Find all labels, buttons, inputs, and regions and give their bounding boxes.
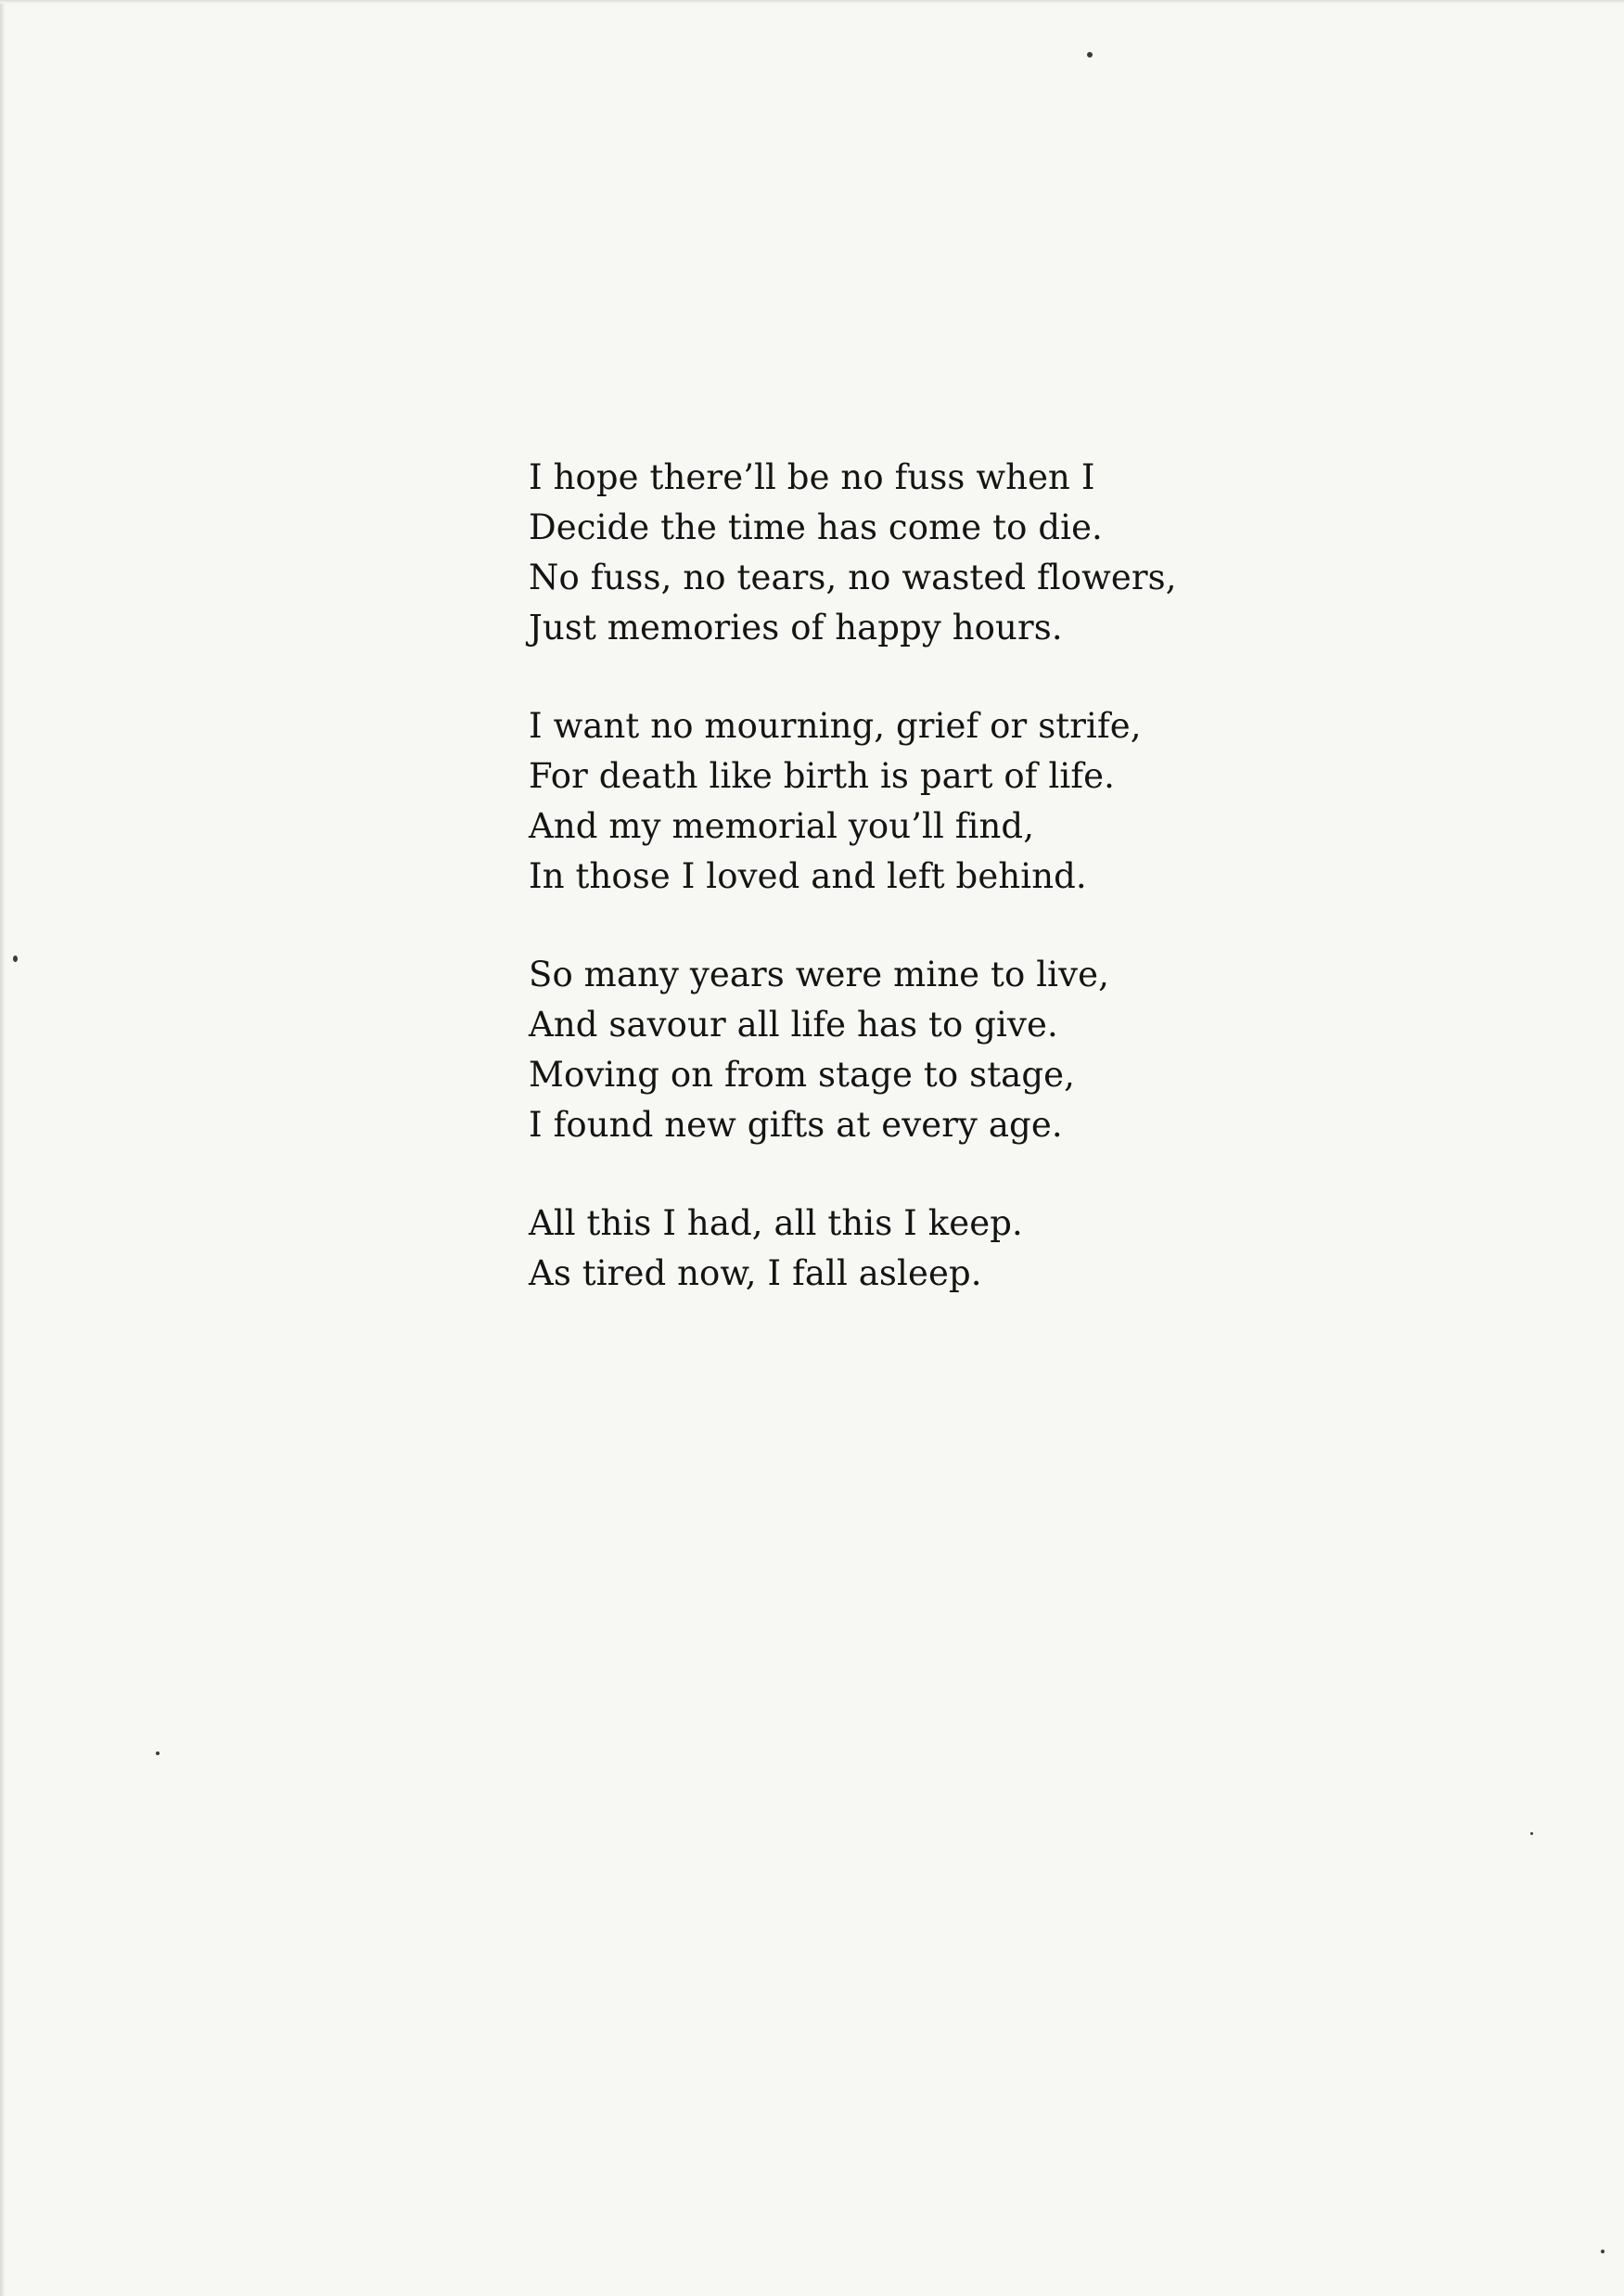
- stanza-4: [529, 1199, 1456, 1299]
- poem-line: I hope there’ll be no fuss when I: [529, 457, 1095, 497]
- poem-line: For death like birth is part of life.: [529, 756, 1115, 796]
- poem-line: So many years were mine to live,: [529, 955, 1109, 994]
- poem-line: No fuss, no tears, no wasted flowers,: [529, 558, 1177, 597]
- poem-line: I found new gifts at every age.: [529, 1105, 1063, 1145]
- ink-speck: [1601, 2250, 1605, 2253]
- page-top-edge-shadow: [0, 0, 1624, 4]
- poem-line: I want no mourning, grief or strife,: [529, 706, 1142, 746]
- poem-line: As tired now, I fall asleep.: [529, 1253, 982, 1293]
- stanza-2: [529, 701, 1456, 902]
- poem-line: All this I had, all this I keep.: [529, 1203, 1023, 1243]
- poem: [529, 453, 1456, 1347]
- ink-speck: [1087, 52, 1093, 58]
- poem-line: Decide the time has come to die.: [529, 507, 1103, 547]
- ink-speck: [156, 1751, 160, 1755]
- poem-line: In those I loved and left behind.: [529, 856, 1087, 896]
- ink-speck: [13, 956, 18, 962]
- page-left-edge-shadow: [0, 0, 6, 2296]
- stanza-3: [529, 950, 1456, 1150]
- stanza-1: [529, 453, 1456, 653]
- ink-speck: [1530, 1832, 1533, 1835]
- poem-line: Just memories of happy hours.: [529, 608, 1063, 648]
- poem-line: And my memorial you’ll find,: [529, 806, 1035, 846]
- poem-line: Moving on from stage to stage,: [529, 1055, 1075, 1095]
- poem-line: And savour all life has to give.: [529, 1005, 1058, 1045]
